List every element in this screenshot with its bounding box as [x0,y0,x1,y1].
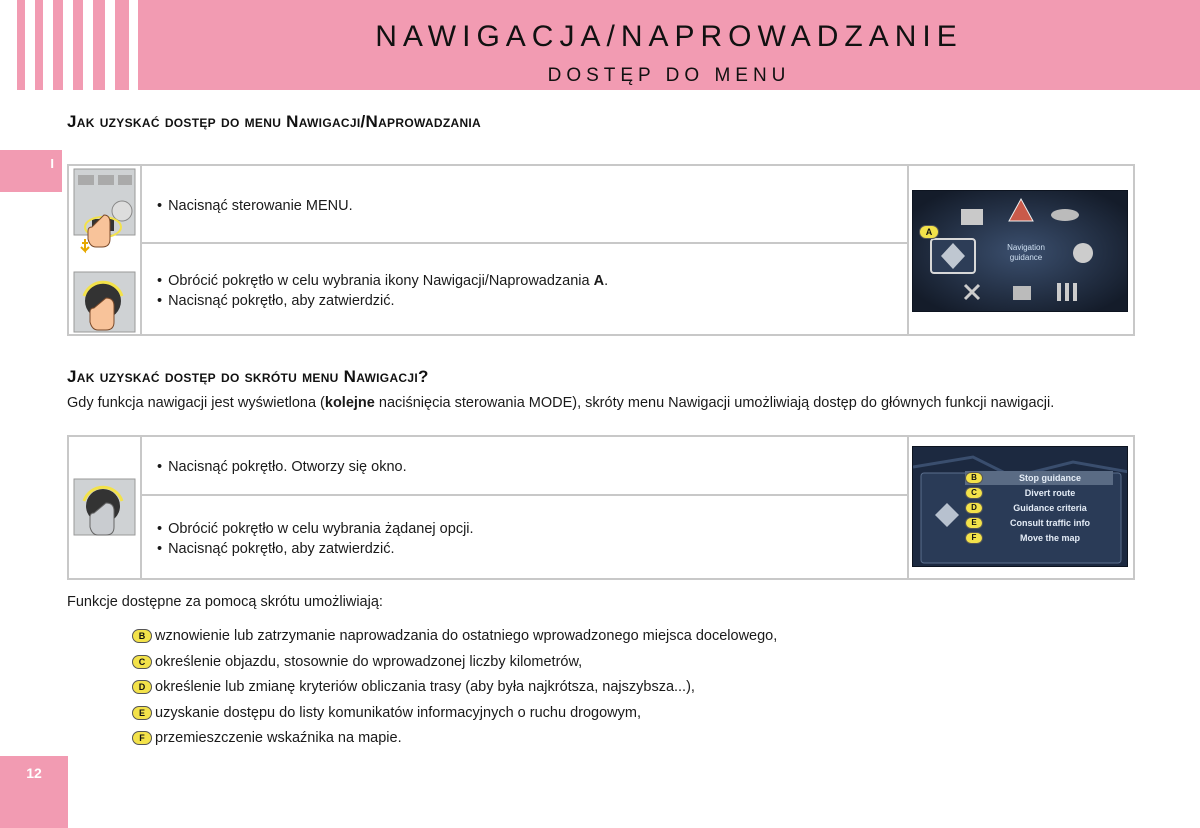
function-text: określenie lub zmianę kryteriów obliczania trasy (aby była najkrótsza, najszybsza...), [155,679,695,695]
callout-badge: E [132,706,152,720]
callout-badge: E [965,517,983,529]
shortcut-menu-item[interactable] [965,531,1113,545]
header-stripe [53,0,63,90]
function-item [132,627,777,645]
intro-bold: kolejne [324,395,375,411]
step-text: • Obrócić pokrętło w celu wybrania żądanej opcji. [157,519,474,539]
callout-badge-a: A [919,225,939,239]
header-stripe [93,0,105,90]
step-text-bold: A [593,273,605,289]
section1-step2 [157,271,608,311]
functions-intro: Funkcje dostępne za pomocą skrótu umożliwiają: [67,594,383,610]
section2-step1 [157,457,407,477]
section1-screen-column [907,166,1133,334]
menu-button-illustration [70,167,140,267]
function-item [132,704,641,722]
header-stripe [17,0,25,90]
row-divider [142,242,907,244]
function-text: uzyskanie dostępu do listy komunikatów informacyjnych o ruchu drogowym, [155,704,641,721]
navigation-menu-screen [912,190,1128,312]
shortcut-menu-label: Move the map [1019,533,1080,543]
callout-badge: F [965,532,983,544]
function-item [132,678,695,696]
intro-text: naciśnięcia sterowania MODE), skróty menu Nawigacji umożliwiają dostęp do głównych funkcji nawigacji. [374,395,1055,411]
page-subtitle: DOSTĘP DO MENU [547,65,791,86]
page-title: NAWIGACJA/NAPROWADZANIE [375,20,963,53]
section2-intro [67,395,1054,411]
step-text: • Nacisnąć pokrętło, aby zatwierdzić. [157,539,474,559]
step-text: • Nacisnąć pokrętło. Otworzy się okno. [157,457,407,477]
section1-step1 [157,196,353,216]
section1-controls-column [69,166,142,334]
section1-table [67,164,1135,336]
function-item [132,729,402,747]
shortcut-menu-item[interactable] [965,501,1113,515]
callout-badge: D [965,502,983,514]
menu-caption-line1: Navigation [1007,243,1045,252]
page-number-box [0,756,68,828]
function-text: przemieszczenie wskaźnika na mapie. [155,730,402,746]
shortcut-menu-item[interactable] [965,486,1113,500]
header-stripe [115,0,129,90]
section2-table [67,435,1135,580]
shortcut-menu-screen [912,446,1128,567]
shortcut-menu-label: Divert route [1024,488,1076,498]
shortcut-menu-label: Consult traffic info [1010,518,1090,528]
callout-badge: B [132,629,152,643]
callout-badge: D [132,680,152,694]
function-text: określenie objazdu, stosownie do wprowadzonej liczby kilometrów, [155,653,583,670]
header-stripe [73,0,83,90]
rotary-knob-illustration [70,475,140,545]
page-number: 12 [26,765,42,781]
step-text-part: Obrócić pokrętło w celu wybrania ikony Nawigacji/Naprowadzania [168,273,594,289]
callout-badge: C [965,487,983,499]
shortcut-menu-label: Guidance criteria [1013,503,1087,513]
section2-controls-column [69,437,142,578]
shortcut-menu-label: Stop guidance [1018,473,1081,483]
header-stripe [35,0,43,90]
step-text: • Nacisnąć pokrętło, aby zatwierdzić. [157,291,608,311]
function-item [132,653,582,671]
row-divider [142,494,907,496]
callout-badge: C [132,655,152,669]
chapter-tab-label: I [50,156,54,171]
page-header [0,0,1200,90]
section2-step2 [157,519,474,559]
intro-text: Gdy funkcja nawigacji jest wyświetlona ( [67,395,325,411]
step-text [157,271,608,291]
shortcut-menu-item[interactable] [965,471,1113,485]
chapter-tab [0,150,62,192]
function-text: wznowienie lub zatrzymanie naprowadzania do ostatniego wprowadzonego miejsca docelowego, [155,628,778,644]
section2-screen-column [907,437,1133,578]
menu-caption-line2: guidance [1009,253,1043,262]
step-text: • Nacisnąć sterowanie MENU. [157,196,353,216]
rotary-knob-illustration [70,268,140,338]
section2-title: Jak uzyskać dostęp do skrótu menu Nawigacji? [67,367,429,386]
shortcut-menu-item[interactable] [965,516,1113,530]
step-text-part: . [604,273,609,289]
section1-title: Jak uzyskać dostęp do menu Nawigacji/Naprowadzania [67,112,482,131]
callout-badge: B [965,472,983,484]
callout-badge: F [132,731,152,745]
